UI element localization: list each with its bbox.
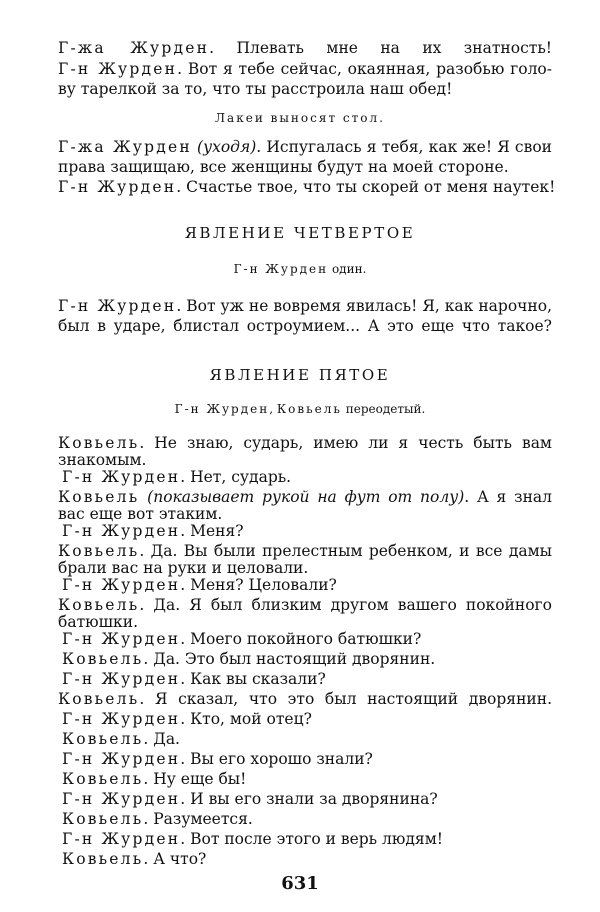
line-text: . Да. Вы были прелестным ребенком, и все дамы (139, 542, 552, 560)
text-line (58, 542, 552, 560)
text-line (62, 770, 552, 788)
text-line (58, 138, 552, 156)
text-line (62, 750, 552, 768)
line-text: . Да. (143, 730, 180, 748)
speaker-name: Ковьель (276, 402, 342, 416)
speaker-name: Ковьель (62, 730, 144, 748)
text-line (62, 630, 552, 648)
line-text: переодетый. (341, 402, 426, 416)
line-text: . Кто, мой отец? (180, 710, 312, 728)
line-text: . Как вы сказали? (180, 670, 326, 688)
line-text: . Моего покойного батюшки? (180, 630, 422, 648)
speaker-name: Г-н Журден (233, 262, 329, 276)
line-text: был в ударе, блистал остроумием... А это еще что такое? (58, 317, 552, 335)
speaker-name: Ковьель (58, 434, 140, 452)
text-line (62, 850, 552, 868)
text-line (62, 810, 552, 828)
text-line (62, 522, 552, 540)
text-line (62, 670, 552, 688)
speaker-name: Ковьель (58, 596, 140, 614)
line-text: . Меня? Целовали? (180, 576, 337, 594)
speaker-name: Г-н Журден (62, 576, 181, 594)
speaker-name: Г-жа Журден (58, 138, 192, 156)
speaker-name: Г-н Журден (62, 710, 181, 728)
text-line (62, 710, 552, 728)
text-line (58, 596, 552, 614)
line-text: ЯВЛЕНИЕ ЧЕТВЕРТОЕ (184, 224, 416, 242)
text-line (58, 559, 552, 577)
text-line (58, 178, 556, 196)
line-text: права защищаю, все женщины будут на моей стороне. (58, 158, 509, 176)
text-line (62, 830, 552, 848)
line-text: ву тарелкой за то, что ты расстроила наш обед! (58, 80, 453, 98)
speaker-name: Г-н Журден (58, 178, 177, 196)
line-text: . Вот уж не вовремя явилась! Я, как нарочно, (176, 297, 553, 315)
speaker-name: Ковьель (58, 488, 140, 506)
speaker-name: Ковьель (58, 690, 140, 708)
line-text: . Разумеется. (143, 810, 253, 828)
line-text: . А что? (143, 850, 207, 868)
speaker-name: Г-н Журден (62, 750, 181, 768)
line-text: . Да. Я был близким другом вашего покойного (139, 596, 552, 614)
text-line (62, 730, 552, 748)
speaker-name: Г-жа Журден (58, 39, 210, 57)
stage-aside: (показывает рукой на фут от полу) (139, 488, 465, 506)
speaker-name: Лакеи выносят стол. (215, 111, 385, 125)
text-line (58, 451, 552, 469)
text-line (58, 297, 552, 315)
stage-aside: (уходя) (191, 138, 257, 156)
speaker-name: Г-н Журден (58, 60, 178, 78)
line-text: . Вот после этого и верь людям! (180, 830, 443, 848)
speaker-name: Г-н Журден (62, 630, 181, 648)
speaker-name: Г-н Журден (62, 670, 181, 688)
line-text: , (269, 402, 277, 416)
text-line (58, 158, 552, 176)
speaker-name: Г-н Журден (62, 790, 181, 808)
speaker-name: Г-н Журден (62, 468, 181, 486)
speaker-name: Ковьель (62, 650, 144, 668)
speaker-name: Ковьель (62, 850, 144, 868)
line-text: . А я знал (464, 488, 552, 506)
scene-heading (0, 224, 600, 242)
text-line (62, 576, 552, 594)
stage-direction (0, 111, 600, 125)
speaker-name: Ковьель (62, 770, 144, 788)
speaker-name: Г-н Журден (58, 297, 177, 315)
speaker-name: Г-н Журден (174, 402, 270, 416)
text-line (58, 60, 552, 78)
line-text: . Нет, сударь. (180, 468, 292, 486)
line-text: . Ну еще бы! (143, 770, 247, 788)
line-text: . Счастье твое, что ты скорей от меня наутек! (176, 178, 556, 196)
line-text: . Вы его хорошо знали? (180, 750, 373, 768)
line-text: . Да. Это был настоящий дворянин. (143, 650, 436, 668)
line-text: батюшки. (58, 613, 138, 631)
text-line (58, 690, 552, 708)
line-text: . Вот я тебе сейчас, окаянная, разобью голо- (177, 60, 552, 78)
text-line (62, 650, 552, 668)
line-text: брали вас на руки и целовали. (58, 559, 309, 577)
line-text: вас еще вот этаким. (58, 505, 223, 523)
line-text: . Плевать мне на их знатность! (209, 39, 552, 57)
line-text: . Меня? (180, 522, 244, 540)
speaker-name: Г-н Журден (62, 830, 181, 848)
text-line (58, 488, 552, 506)
line-text: . Не знаю, сударь, имею ли я честь быть вам (139, 434, 552, 452)
text-line (58, 317, 552, 335)
line-text: . Я сказал, что это был настоящий дворянин. (139, 690, 552, 708)
stage-direction (0, 402, 600, 416)
text-line (58, 434, 552, 452)
text-line (58, 505, 552, 523)
line-text: . Испугалась я тебя, как же! Я свои (256, 138, 552, 156)
speaker-name: Ковьель (58, 542, 140, 560)
scene-heading (0, 366, 600, 384)
line-text: знакомым. (58, 451, 147, 469)
line-text: ЯВЛЕНИЕ ПЯТОЕ (209, 366, 391, 384)
text-line (58, 80, 552, 98)
text-line (58, 39, 552, 57)
stage-direction (0, 262, 600, 276)
text-line (58, 613, 552, 631)
line-text: один. (328, 262, 367, 276)
text-line (62, 468, 552, 486)
speaker-name: Г-н Журден (62, 522, 181, 540)
speaker-name: Ковьель (62, 810, 144, 828)
page-number: 631 (281, 873, 319, 894)
text-line (62, 790, 552, 808)
line-text: . И вы его знали за дворянина? (180, 790, 438, 808)
